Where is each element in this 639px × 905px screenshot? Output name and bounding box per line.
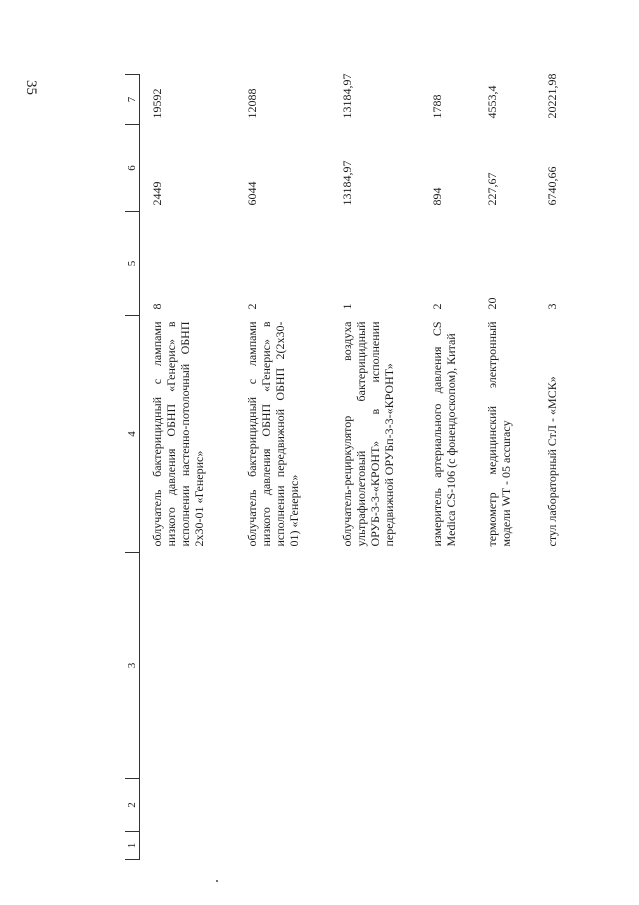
item-price: 2449 [149,181,164,206]
item-total: 19592 [149,88,164,119]
column-header: 7 [125,75,140,125]
item-total: 12088 [244,88,259,119]
item-name: измеритель артериального давления CS Medica CS-106 (с фонендоскопом), Китай [429,321,458,547]
item-price: 227,67 [484,172,499,206]
page-number: 35 [23,80,39,95]
item-name: облучатель бактерицидный с лампами низкого давления ОБНП «Генерис» в исполнении настенно-потолочный ОБНП 2х30-01 «Генерис» [149,321,206,547]
item-total: 20221,98 [544,73,559,119]
column-header-row [125,75,140,860]
item-price: 6740,66 [544,166,559,206]
item-price: 894 [429,187,444,206]
item-name: облучатель бактерицидный с лампами низкого давления ОБНП «Генерис» в исполнении передвижной ОБНП 2(2х30-01) «Генерис» [244,321,301,547]
column-header: 2 [125,779,140,832]
column-header: 6 [125,125,140,212]
column-header: 5 [125,212,140,316]
item-name: термометр медицинский электронный модели WT - 05 accuracy [484,321,513,547]
scan-mark [216,880,218,882]
item-qty: 20 [484,297,499,310]
table-row [545,75,575,860]
table-row [150,75,245,860]
item-qty: 8 [149,303,164,310]
item-total: 1788 [429,94,444,119]
table-row [245,75,340,860]
item-total: 13184,97 [339,73,354,119]
item-qty: 3 [544,303,559,310]
item-total: 4553,4 [484,85,499,119]
equipment-table [125,74,575,860]
item-price: 13184,97 [339,160,354,206]
item-price: 6044 [244,181,259,206]
column-header: 4 [125,316,140,553]
item-name: стул лабораторный СтЛ - «МСК» [544,376,559,547]
item-name: облучатель-рециркулятор воздуха ультрафиолетовый бактерицидный ОРУБ-3-3-«КРОНТ» в исполнении передвижной ОРУБп-3-3-«КРОНТ» [339,321,396,547]
item-qty: 2 [429,303,444,310]
table-row [430,75,485,860]
item-qty: 1 [339,303,354,310]
table-row [340,75,430,860]
column-header: 3 [125,553,140,779]
table-row [485,75,545,860]
column-header: 1 [125,832,140,860]
item-qty: 2 [244,303,259,310]
rotated-table-page [125,75,590,860]
